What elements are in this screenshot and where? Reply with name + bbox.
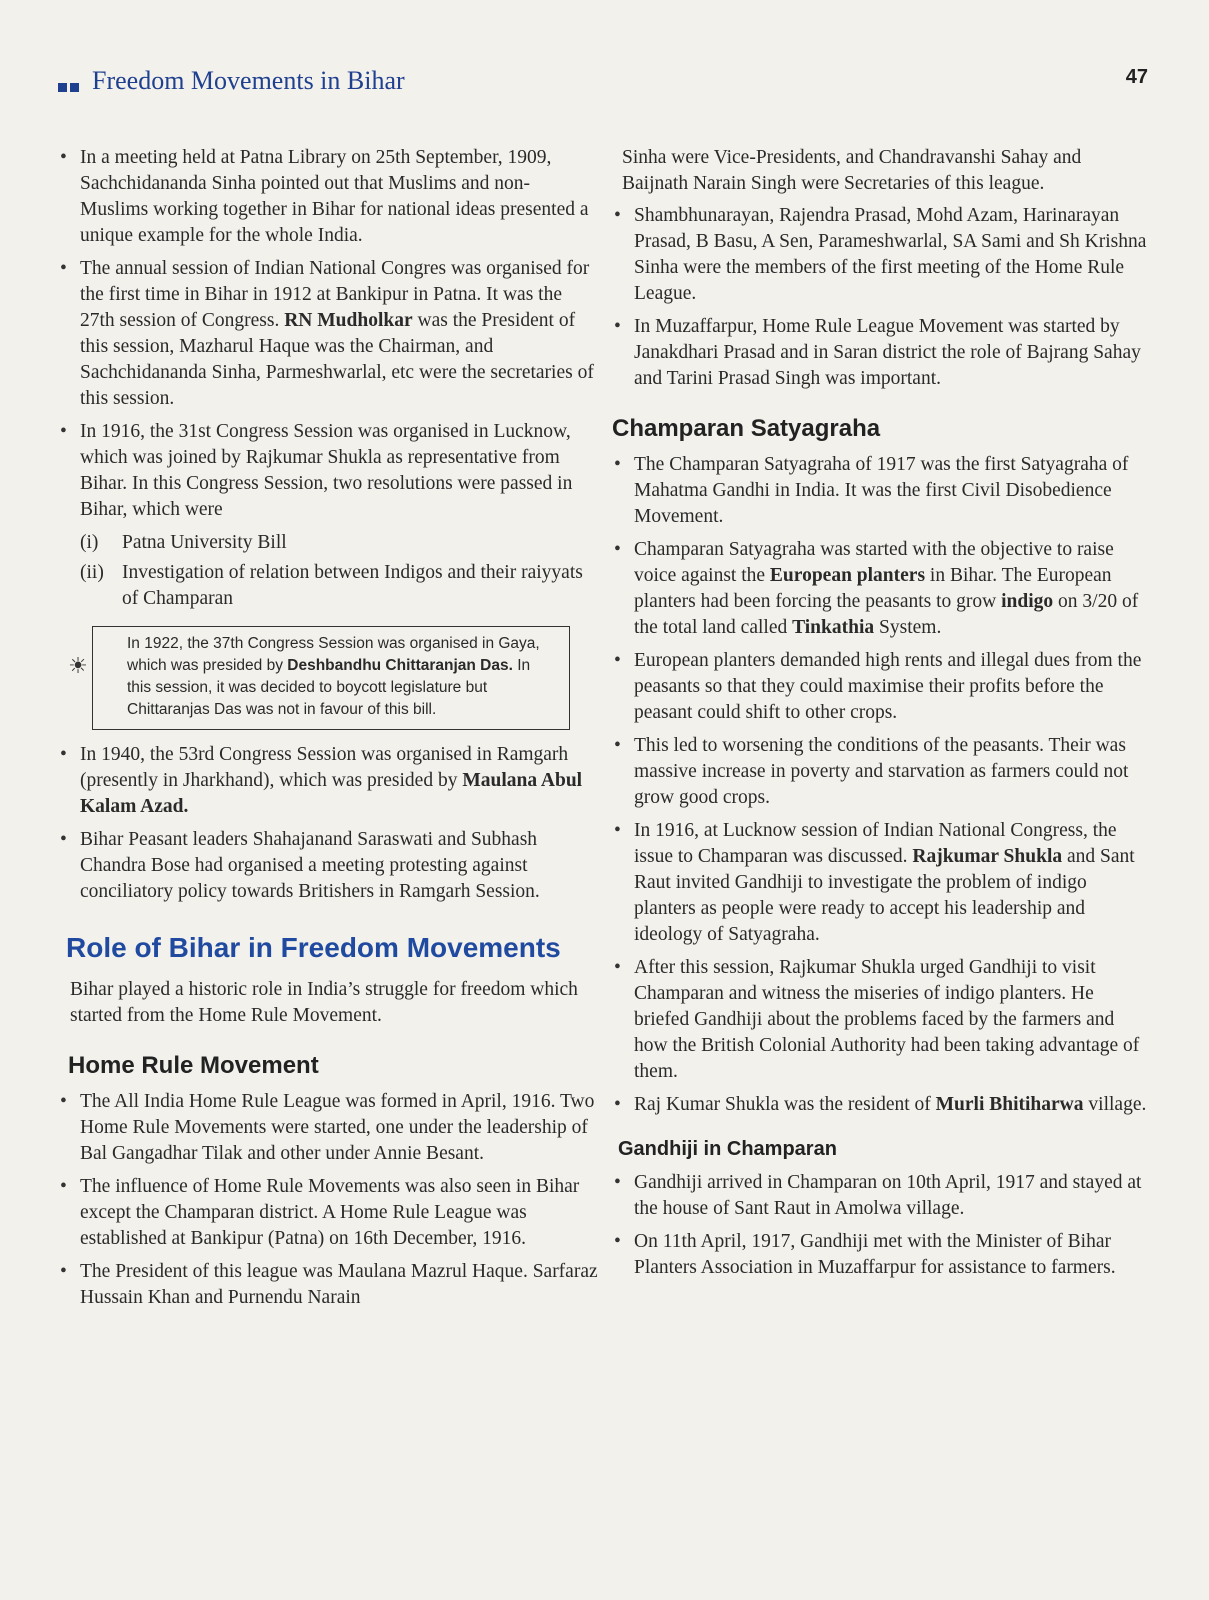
bullet-first-satyagraha: • The Champaran Satyagraha of 1917 was the first Satyagraha of Mahatma Gandhi in India. It was the first Civil Disobedience Movement.	[612, 452, 1152, 530]
bullet-gandhi-met: • On 11th April, 1917, Gandhiji met with the Minister of Bihar Planters Association in Muzaffarpur for assistance to farmers.	[612, 1229, 1152, 1281]
bullet-shukla-resident: • Raj Kumar Shukla was the resident of Murli Bhitiharwa village.	[612, 1092, 1152, 1118]
bullet-members: • Shambhunarayan, Rajendra Prasad, Mohd Azam, Harinarayan Prasad, B Basu, A Sen, Parameshwarlal, SA Sami and Sh Krishna Sinha were the members of the first meeting of the Home Rule League.	[612, 203, 1152, 307]
bullet-lucknow-1916: • In 1916, at Lucknow session of Indian National Congress, the issue to Champaran was discussed. Rajkumar Shukla and Sant Raut invited Gandhiji to investigate the problem of indigo planters as people were ready to accept his leadership and ideology of Satyagraha.	[612, 818, 1152, 948]
bullet-worsening: • This led to worsening the conditions of the peasants. Their was massive increase in poverty and starvation as farmers could not grow good crops.	[612, 733, 1152, 811]
bullet-1940-session: • In 1940, the 53rd Congress Session was organised in Ramgarh (presently in Jharkhand), which was presided by Maulana Abul Kalam Azad.	[58, 742, 598, 820]
bullet-home-rule-influence: • The influence of Home Rule Movements was also seen in Bihar except the Champaran district. A Home Rule League was established at Bankipur (Patna) on 16th December, 1916.	[58, 1174, 598, 1252]
section-heading-gandhiji: Gandhiji in Champaran	[618, 1138, 837, 1160]
chapter-title: Freedom Movements in Bihar	[92, 66, 405, 95]
info-box: ☀ In 1922, the 37th Congress Session was organised in Gaya, which was presided by Deshbandhu Chittaranjan Das. In this session, it was decided to boycott legislature but Chittaranjas Das was not in favour of this bill.	[92, 626, 570, 730]
section-heading-home-rule: Home Rule Movement	[68, 1052, 319, 1079]
right-column	[612, 145, 1152, 1288]
bullet-league-president: • The President of this league was Maulana Mazrul Haque. Sarfaraz Hussain Khan and Purnendu Narain	[58, 1259, 598, 1311]
bullet-shukla-urged: • After this session, Rajkumar Shukla urged Gandhiji to visit Champaran and witness the miseries of indigo planters. He briefed Gandhiji about the problems faced by the farmers and how the British Colonial Authority had been taking advantage of them.	[612, 955, 1152, 1085]
bullet-peasant-leaders: • Bihar Peasant leaders Shahajanand Saraswati and Subhash Chandra Bose had organised a meeting protesting against conciliatory policy towards Britishers in Ramgarh Session.	[58, 827, 598, 905]
bullet-home-rule-league: • The All India Home Rule League was formed in April, 1916. Two Home Rule Movements were started, one under the leadership of Bal Gangadhar Tilak and other under Annie Besant.	[58, 1089, 598, 1167]
bullet-1912-session: • The annual session of Indian National Congres was organised for the first time in Bihar in 1912 at Bankipur in Patna. It was the 27th session of Congress. RN Mudholkar was the President of this session, Mazharul Haque was the Chairman, and Sachchidananda Sinha, Parmeshwarlal, etc were the secretaries of this session.	[58, 256, 598, 412]
resolution-item: (i) Patna University Bill	[80, 532, 287, 553]
page-header	[58, 66, 1148, 106]
bullet-gandhi-arrived: • Gandhiji arrived in Champaran on 10th April, 1917 and stayed at the house of Sant Raut in Amolwa village.	[612, 1170, 1152, 1222]
bullet-muzaffarpur: • In Muzaffarpur, Home Rule League Movement was started by Janakdhari Prasad and in Saran district the role of Bajrang Sahay and Tarini Prasad Singh was important.	[612, 314, 1152, 392]
section-heading-champaran: Champaran Satyagraha	[612, 415, 881, 442]
header-square-marks	[58, 79, 82, 97]
bullet-1916-session: • In 1916, the 31st Congress Session was organised in Lucknow, which was joined by Rajkumar Shukla as representative from Bihar. In this Congress Session, two resolutions were passed in Bihar, which were	[58, 419, 598, 523]
bullet-high-rents: • European planters demanded high rents and illegal dues from the peasants so that they could maximise their profits before the peasant could shift to other crops.	[612, 648, 1152, 726]
left-column	[58, 145, 598, 1318]
bullet-objective: • Champaran Satyagraha was started with the objective to raise voice against the European planters in Bihar. The European planters had been forcing the peasants to grow indigo on 3/20 of the total land called Tinkathia System.	[612, 537, 1152, 641]
page-number: 47	[1125, 66, 1148, 88]
section-heading-role-of-bihar: Role of Bihar in Freedom Movements	[66, 932, 561, 963]
resolution-item: (ii) Investigation of relation between Indigos and their raiyyats of Champaran	[80, 562, 583, 609]
paragraph-role: Bihar played a historic role in India’s struggle for freedom which started from the Home Rule Movement.	[70, 979, 578, 1026]
bold-text: RN Mudholkar	[284, 310, 413, 331]
bullet-1909-meeting: • In a meeting held at Patna Library on 25th September, 1909, Sachchidananda Sinha pointed out that Muslims and non-Muslims working together in Bihar for national ideas presented a unique example for the whole India.	[58, 145, 598, 249]
lightbulb-icon: ☀	[68, 653, 88, 678]
continued-text: Sinha were Vice-Presidents, and Chandravanshi Sahay and Baijnath Narain Singh were Secretaries of this league.	[622, 147, 1082, 194]
